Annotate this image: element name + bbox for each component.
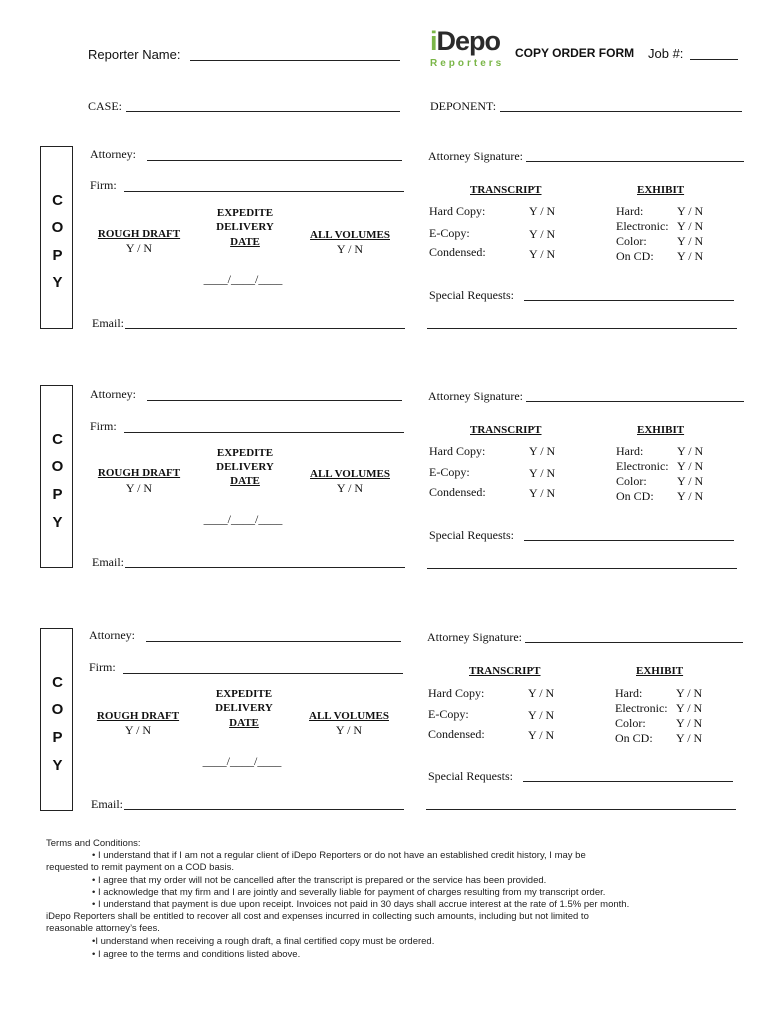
expedite-label: EXPEDITE: [215, 688, 273, 700]
exhibit-color-label: Color:: [615, 716, 646, 730]
attorney-signature-label: Attorney Signature:: [428, 389, 523, 403]
copy-box: [40, 628, 73, 811]
date-label: DATE: [229, 717, 259, 729]
copy-letter: P: [52, 247, 63, 264]
terms-item: • I acknowledge that my firm and I are jointly and severally liable for payment of charges resulting from my transcript order.: [92, 887, 606, 898]
transcript-label: TRANSCRIPT: [470, 424, 542, 436]
rough-draft-yn[interactable]: Y / N: [125, 481, 153, 495]
email-field[interactable]: [125, 567, 405, 568]
email-label: Email:: [92, 316, 124, 330]
delivery-label: DELIVERY: [216, 461, 274, 473]
copy-box: [40, 385, 73, 568]
condensed-label: Condensed:: [429, 485, 486, 499]
hard-copy-yn[interactable]: Y / N: [529, 204, 556, 218]
delivery-label: DELIVERY: [215, 702, 273, 714]
job-number-label: Job #:: [648, 46, 684, 61]
condensed-label: Condensed:: [428, 727, 485, 741]
exhibit-electronic-yn[interactable]: Y / N: [677, 459, 704, 473]
exhibit-hard-label: Hard:: [616, 444, 644, 458]
copy-box: [40, 146, 73, 329]
ecopy-label: E-Copy:: [428, 707, 469, 721]
exhibit-color-yn[interactable]: Y / N: [676, 716, 703, 730]
attorney-label: Attorney:: [90, 387, 136, 401]
exhibit-color-label: Color:: [616, 474, 647, 488]
exhibit-electronic-label: Electronic:: [615, 701, 668, 715]
transcript-label: TRANSCRIPT: [469, 665, 541, 677]
email-label: Email:: [91, 797, 123, 811]
logo-depo: Depo: [436, 26, 501, 56]
form-title: COPY ORDER FORM: [515, 46, 635, 60]
case-field[interactable]: [126, 111, 400, 112]
special-requests-field[interactable]: [524, 540, 734, 541]
terms-item-continued: requested to remit payment on a COD basis.: [46, 862, 234, 873]
exhibit-oncd-yn[interactable]: Y / N: [677, 249, 704, 263]
all-volumes-yn[interactable]: Y / N: [335, 723, 363, 737]
attorney-signature-label: Attorney Signature:: [428, 149, 523, 163]
logo-i: i: [430, 26, 437, 56]
exhibit-oncd-yn[interactable]: Y / N: [677, 489, 704, 503]
hard-copy-label: Hard Copy:: [429, 204, 486, 218]
hard-copy-yn[interactable]: Y / N: [528, 686, 555, 700]
exhibit-hard-yn[interactable]: Y / N: [676, 686, 703, 700]
copy-letter: P: [52, 486, 63, 503]
exhibit-oncd-label: On CD:: [615, 731, 653, 745]
ecopy-label: E-Copy:: [429, 465, 470, 479]
expedite-label: EXPEDITE: [216, 447, 274, 459]
hard-copy-label: Hard Copy:: [429, 444, 486, 458]
all-volumes-yn[interactable]: Y / N: [336, 242, 364, 256]
exhibit-oncd-yn[interactable]: Y / N: [676, 731, 703, 745]
reporter-name-field[interactable]: [190, 60, 400, 61]
terms-heading: Terms and Conditions:: [46, 838, 141, 849]
copy-letter: P: [52, 729, 63, 746]
copy-letter: C: [52, 192, 63, 209]
all-volumes-label: ALL VOLUMES: [309, 710, 389, 722]
exhibit-color-yn[interactable]: Y / N: [677, 474, 704, 488]
terms-item-continued: iDepo Reporters shall be entitled to recover all cost and expenses incurred in collecting such amounts, including but not limited to: [46, 911, 589, 922]
delivery-label: DELIVERY: [216, 221, 274, 233]
exhibit-electronic-yn[interactable]: Y / N: [677, 219, 704, 233]
special-requests-field-2[interactable]: [427, 568, 737, 569]
attorney-signature-label: Attorney Signature:: [427, 630, 522, 644]
attorney-signature-field[interactable]: [526, 401, 744, 402]
condensed-yn[interactable]: Y / N: [529, 486, 556, 500]
attorney-field[interactable]: [146, 641, 401, 642]
exhibit-electronic-label: Electronic:: [616, 459, 669, 473]
copy-letter: C: [52, 674, 63, 691]
exhibit-hard-yn[interactable]: Y / N: [677, 204, 704, 218]
exhibit-electronic-label: Electronic:: [616, 219, 669, 233]
logo-reporters: Reporters: [430, 58, 505, 69]
terms-item: •I understand when receiving a rough draft, a final certified copy must be ordered.: [92, 936, 435, 947]
rough-draft-yn[interactable]: Y / N: [125, 241, 153, 255]
terms-item: • I agree to the terms and conditions listed above.: [92, 949, 301, 960]
exhibit-label: EXHIBIT: [637, 424, 685, 436]
terms-item-continued: reasonable attorney’s fees.: [46, 923, 160, 934]
email-field[interactable]: [124, 809, 404, 810]
attorney-label: Attorney:: [89, 628, 135, 642]
copy-letter: O: [51, 701, 64, 718]
ecopy-yn[interactable]: Y / N: [528, 708, 555, 722]
copy-letter: C: [52, 431, 63, 448]
hard-copy-label: Hard Copy:: [428, 686, 485, 700]
hard-copy-yn[interactable]: Y / N: [529, 444, 556, 458]
exhibit-label: EXHIBIT: [637, 184, 685, 196]
ecopy-label: E-Copy:: [429, 226, 470, 240]
reporter-name-label: Reporter Name:: [88, 47, 181, 62]
all-volumes-label: ALL VOLUMES: [310, 229, 390, 241]
rough-draft-label: ROUGH DRAFT: [97, 228, 181, 240]
transcript-label: TRANSCRIPT: [470, 184, 542, 196]
attorney-field[interactable]: [147, 160, 402, 161]
copy-letter: Y: [52, 514, 63, 531]
exhibit-hard-label: Hard:: [615, 686, 643, 700]
deponent-label: DEPONENT:: [430, 99, 497, 113]
expedite-date-field[interactable]: ____/____/____: [202, 754, 282, 768]
exhibit-hard-label: Hard:: [616, 204, 644, 218]
firm-label: Firm:: [90, 178, 117, 192]
terms-item: • I understand that payment is due upon receipt. Invoices not paid in 30 days shall accrue interest at the rate of 1.5% per month.: [92, 899, 630, 910]
terms-item: • I agree that my order will not be cancelled after the transcript is prepared or the service has been provided.: [92, 875, 547, 886]
condensed-yn[interactable]: Y / N: [528, 728, 555, 742]
firm-field[interactable]: [124, 432, 404, 433]
firm-label: Firm:: [89, 660, 116, 674]
deponent-field[interactable]: [500, 111, 742, 112]
copy-letter: O: [51, 458, 64, 475]
exhibit-hard-yn[interactable]: Y / N: [677, 444, 704, 458]
attorney-field[interactable]: [147, 400, 402, 401]
all-volumes-yn[interactable]: Y / N: [336, 481, 364, 495]
attorney-signature-field[interactable]: [525, 642, 743, 643]
condensed-label: Condensed:: [429, 245, 486, 259]
rough-draft-yn[interactable]: Y / N: [124, 723, 152, 737]
job-number-field[interactable]: [690, 59, 738, 60]
rough-draft-label: ROUGH DRAFT: [96, 710, 180, 722]
exhibit-oncd-label: On CD:: [616, 249, 654, 263]
special-requests-field-2[interactable]: [426, 809, 736, 810]
condensed-yn[interactable]: Y / N: [529, 247, 556, 261]
expedite-label: EXPEDITE: [216, 207, 274, 219]
date-label: DATE: [230, 475, 260, 487]
idepo-logo: [430, 26, 500, 57]
copy-letter: Y: [52, 757, 63, 774]
case-label: CASE:: [88, 99, 123, 113]
expedite-date-field[interactable]: ____/____/____: [203, 512, 283, 526]
special-requests-label: Special Requests:: [429, 528, 514, 542]
special-requests-field[interactable]: [524, 300, 734, 301]
firm-label: Firm:: [90, 419, 117, 433]
copy-letter: Y: [52, 274, 63, 291]
expedite-date-field[interactable]: ____/____/____: [203, 272, 283, 286]
exhibit-label: EXHIBIT: [636, 665, 684, 677]
ecopy-yn[interactable]: Y / N: [529, 466, 556, 480]
copy-letter: O: [51, 219, 64, 236]
firm-field[interactable]: [124, 191, 404, 192]
firm-field[interactable]: [123, 673, 403, 674]
exhibit-color-label: Color:: [616, 234, 647, 248]
all-volumes-label: ALL VOLUMES: [310, 468, 390, 480]
special-requests-field[interactable]: [523, 781, 733, 782]
rough-draft-label: ROUGH DRAFT: [97, 467, 181, 479]
exhibit-color-yn[interactable]: Y / N: [677, 234, 704, 248]
email-label: Email:: [92, 555, 124, 569]
terms-item: • I understand that if I am not a regular client of iDepo Reporters or do not have an established credit history, I may be: [92, 850, 586, 861]
ecopy-yn[interactable]: Y / N: [529, 227, 556, 241]
special-requests-label: Special Requests:: [428, 769, 513, 783]
date-label: DATE: [230, 236, 260, 248]
attorney-label: Attorney:: [90, 147, 136, 161]
exhibit-oncd-label: On CD:: [616, 489, 654, 503]
special-requests-field-2[interactable]: [427, 328, 737, 329]
email-field[interactable]: [125, 328, 405, 329]
attorney-signature-field[interactable]: [526, 161, 744, 162]
special-requests-label: Special Requests:: [429, 288, 514, 302]
exhibit-electronic-yn[interactable]: Y / N: [676, 701, 703, 715]
